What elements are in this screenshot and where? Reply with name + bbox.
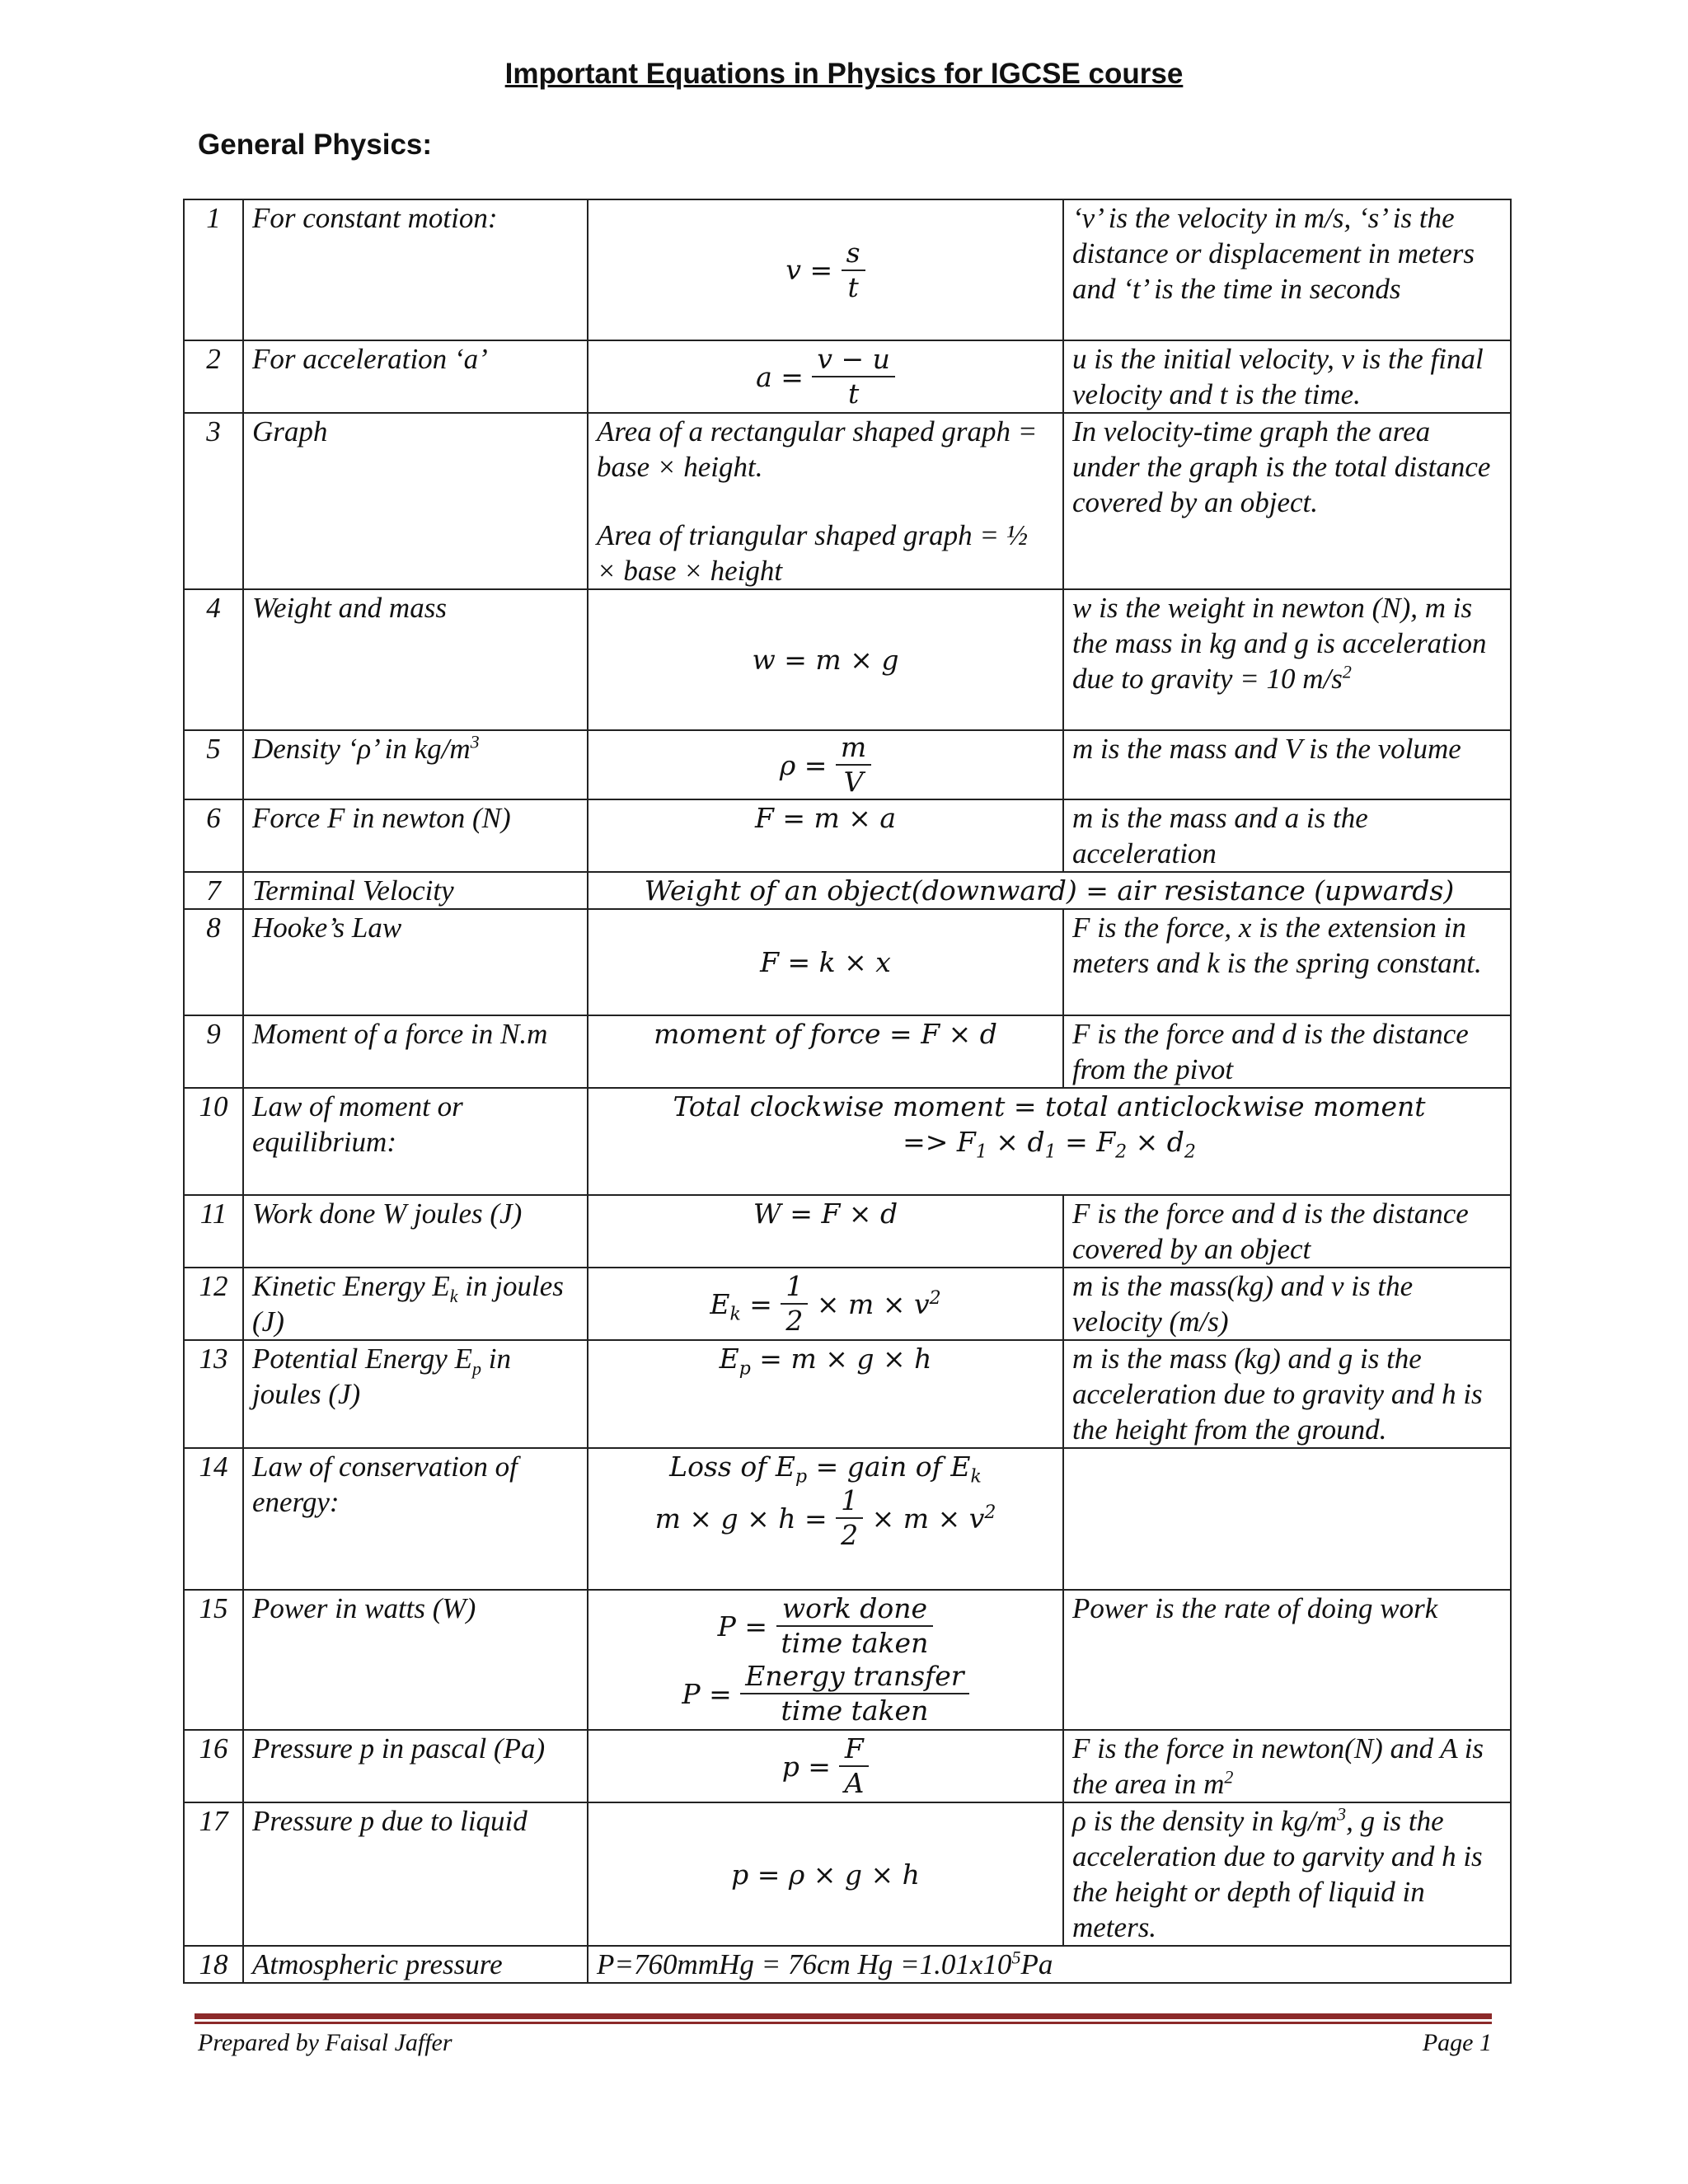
row-equation: p = ρ × g × h xyxy=(588,1802,1063,1946)
row-description: Power is the rate of doing work xyxy=(1063,1590,1511,1730)
row-equation: p = $\frac{F}{A}$ xyxy=(588,1730,1063,1802)
row-description: m is the mass(kg) and v is the velocity (m/s) xyxy=(1063,1268,1511,1340)
row-topic: For acceleration ‘a’ xyxy=(243,340,588,413)
row-topic: Weight and mass xyxy=(243,589,588,730)
row-number: 5 xyxy=(184,730,243,799)
row-equation: W = F × d xyxy=(588,1195,1063,1268)
row-equation: Weight of an object(downward) = air resistance (upwards) xyxy=(588,872,1511,909)
row-topic: Law of conservation of energy: xyxy=(243,1448,588,1590)
table-row xyxy=(184,1340,1511,1448)
row-topic: Pressure p in pascal (Pa) xyxy=(243,1730,588,1802)
row-description: In velocity-time graph the area under the graph is the total distance covered by an object. xyxy=(1063,413,1511,589)
row-description: F is the force in newton(N) and A is the area in $m^2$ xyxy=(1063,1730,1511,1802)
table-row xyxy=(184,1590,1511,1730)
row-topic: Terminal Velocity xyxy=(243,872,588,909)
row-number: 7 xyxy=(184,872,243,909)
table-row xyxy=(184,1088,1511,1195)
row-number: 18 xyxy=(184,1946,243,1983)
table-row xyxy=(184,909,1511,1015)
page-title: Important Equations in Physics for IGCSE course xyxy=(504,58,1184,90)
row-topic: For constant motion: xyxy=(243,199,588,340)
row-topic: Graph xyxy=(243,413,588,589)
row-number: 11 xyxy=(184,1195,243,1268)
row-number: 6 xyxy=(184,799,243,872)
row-equation: $E_k$ = $\frac{1}{2}$ × $m \times v^2$ xyxy=(588,1268,1063,1340)
row-description: m is the mass and a is the acceleration xyxy=(1063,799,1511,872)
row-number: 1 xyxy=(184,199,243,340)
row-topic: Pressure p due to liquid xyxy=(243,1802,588,1946)
row-topic: Atmospheric pressure xyxy=(243,1946,588,1983)
row-number: 15 xyxy=(184,1590,243,1730)
row-topic: Force F in newton (N) xyxy=(243,799,588,872)
row-equation: w = m × g xyxy=(588,589,1063,730)
row-topic: Moment of a force in N.m xyxy=(243,1015,588,1088)
table-row xyxy=(184,1195,1511,1268)
row-equation: moment of force = F × d xyxy=(588,1015,1063,1088)
row-number: 14 xyxy=(184,1448,243,1590)
table-row xyxy=(184,1015,1511,1088)
row-number: 17 xyxy=(184,1802,243,1946)
row-description: ‘v’ is the velocity in m/s, ‘s’ is the distance or displacement in meters and ‘t’ is the time in seconds xyxy=(1063,199,1511,340)
table-row xyxy=(184,1268,1511,1340)
section-heading: General Physics: xyxy=(198,129,433,161)
row-topic: Potential Energy $E_p$ in joules (J) xyxy=(243,1340,588,1448)
row-number: 13 xyxy=(184,1340,243,1448)
row-number: 4 xyxy=(184,589,243,730)
footer-rule xyxy=(195,2013,1492,2019)
row-equation: ρ = $\frac{m}{V}$ xyxy=(588,730,1063,799)
equations-table xyxy=(183,199,1512,1984)
row-description: F is the force and d is the distance from the pivot xyxy=(1063,1015,1511,1088)
table-row xyxy=(184,799,1511,872)
row-description: w is the weight in newton (N), m is the mass in kg and g is acceleration due to gravity = 10 $m/s^2$ xyxy=(1063,589,1511,730)
row-number: 2 xyxy=(184,340,243,413)
row-equation: a = $\frac{v - u}{t}$ xyxy=(588,340,1063,413)
row-number: 10 xyxy=(184,1088,243,1195)
row-description: F is the force and d is the distance covered by an object xyxy=(1063,1195,1511,1268)
table-row xyxy=(184,199,1511,340)
row-number: 12 xyxy=(184,1268,243,1340)
table-row xyxy=(184,1802,1511,1946)
row-topic: Hooke’s Law xyxy=(243,909,588,1015)
row-equation: P=760mmHg = 76cm $Hg =1.01x10^5Pa$ xyxy=(588,1946,1511,1983)
row-number: 3 xyxy=(184,413,243,589)
row-description: m is the mass (kg) and g is the acceleration due to gravity and h is the height from the ground. xyxy=(1063,1340,1511,1448)
row-number: 8 xyxy=(184,909,243,1015)
row-equation: P = $\frac{\text{work done}}{\text{time taken}}$ P = $\frac{\text{Energy transfer}}{\text{time taken}}$ xyxy=(588,1590,1063,1730)
row-topic: Density ‘ρ’ in $kg/m^3$ xyxy=(243,730,588,799)
footer-author: Prepared by Faisal Jaffer xyxy=(198,2029,452,2056)
row-equation: Total clockwise moment = total anticlockwise moment => $F_1 \times d_1 = F_2 \times d_2$ xyxy=(588,1088,1511,1195)
row-description: F is the force, x is the extension in meters and k is the spring constant. xyxy=(1063,909,1511,1015)
row-topic: Power in watts (W) xyxy=(243,1590,588,1730)
table-row xyxy=(184,872,1511,909)
row-equation: v = $\frac{s}{t}$ xyxy=(588,199,1063,340)
row-topic: Kinetic Energy $E_k$ in joules (J) xyxy=(243,1268,588,1340)
page-number: Page 1 xyxy=(1422,2029,1492,2056)
table-row xyxy=(184,413,1511,589)
row-equation: F = k × x xyxy=(588,909,1063,1015)
row-topic: Work done W joules (J) xyxy=(243,1195,588,1268)
table-row xyxy=(184,1946,1511,1983)
row-description xyxy=(1063,1448,1511,1590)
table-row xyxy=(184,730,1511,799)
footer-rule-thin xyxy=(195,2022,1492,2024)
row-equation: F = m × a xyxy=(588,799,1063,872)
table-row xyxy=(184,340,1511,413)
row-number: 9 xyxy=(184,1015,243,1088)
table-row xyxy=(184,1448,1511,1590)
table-row xyxy=(184,1730,1511,1802)
row-topic: Law of moment or equilibrium: xyxy=(243,1088,588,1195)
row-equation: $E_p = m \times g \times h$ xyxy=(588,1340,1063,1448)
row-number: 16 xyxy=(184,1730,243,1802)
row-equation: Area of a rectangular shaped graph = base × height. Area of triangular shaped graph = ½ × base × height xyxy=(588,413,1063,589)
row-description: ρ is the density in $kg/m^3$, g is the acceleration due to garvity and h is the height or depth of liquid in meters. xyxy=(1063,1802,1511,1946)
table-row xyxy=(184,589,1511,730)
row-description: m is the mass and V is the volume xyxy=(1063,730,1511,799)
row-equation: Loss of $E_p$ = gain of $E_k$ m × g × h = $\frac{1}{2}$ × $m \times v^2$ xyxy=(588,1448,1063,1590)
row-description: u is the initial velocity, v is the final velocity and t is the time. xyxy=(1063,340,1511,413)
